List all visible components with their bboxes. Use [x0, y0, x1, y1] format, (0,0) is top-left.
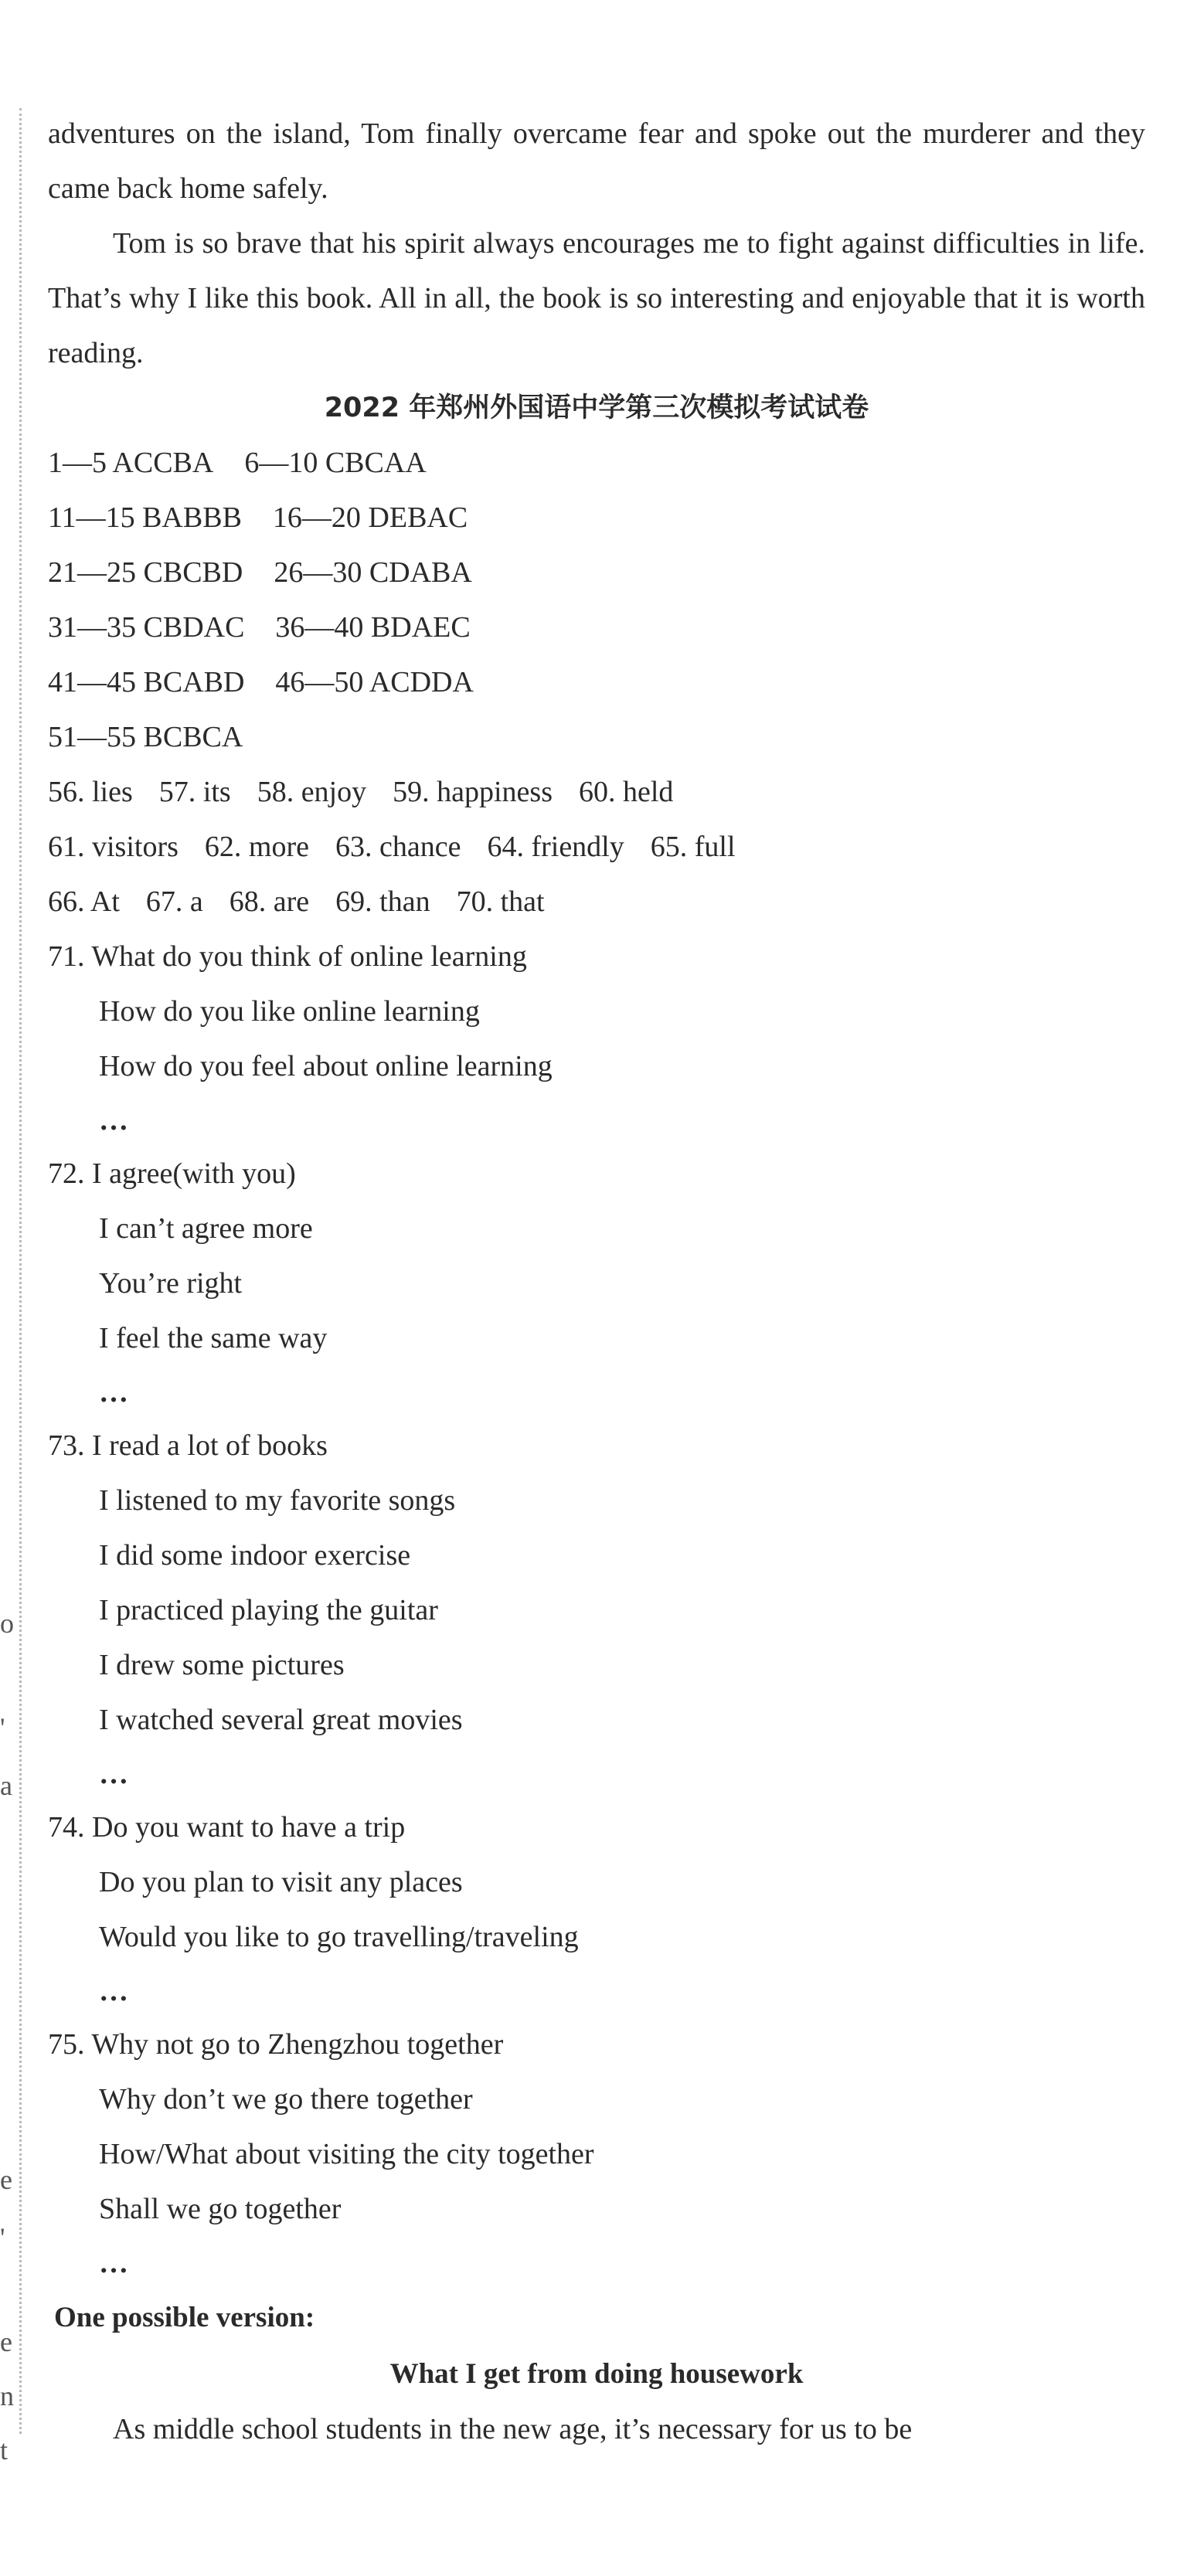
open-answer-item	[48, 1147, 1145, 1419]
answer-first: 74. Do you want to have a trip	[48, 1811, 406, 1844]
fill-answers	[48, 765, 1145, 929]
fill-row	[48, 765, 1145, 820]
answer-alternative: I listened to my favorite songs	[99, 1484, 456, 1517]
choice-row	[48, 545, 1145, 600]
fill-answer: 62. more	[204, 831, 309, 863]
choice-answer-group: 1—5 ACCBA	[48, 447, 214, 479]
fill-answer: 70. that	[456, 885, 545, 918]
fill-answer: 69. than	[335, 885, 430, 918]
choice-answer-group: 26—30 CDABA	[274, 556, 472, 589]
answer-alternative: I watched several great movies	[99, 1704, 463, 1736]
edge-fragment: a	[0, 1770, 12, 1801]
choice-answer-group: 6—10 CBCAA	[244, 447, 427, 479]
answer-first: 75. Why not go to Zhengzhou together	[48, 2028, 504, 2061]
edge-fragment: o	[0, 1608, 14, 1639]
section-title: 2022 年郑州外国语中学第三次模拟考试试卷	[324, 393, 869, 423]
edge-fragment: t	[0, 2435, 9, 2466]
answer-ellipsis: …	[99, 2247, 131, 2279]
fill-answer: 61. visitors	[48, 831, 179, 863]
choice-answer-group: 31—35 CBDAC	[48, 611, 245, 644]
edge-fragment: n	[0, 2381, 14, 2411]
answer-alternative: I drew some pictures	[99, 1649, 345, 1681]
choice-row	[48, 655, 1145, 710]
choice-answer-group: 36—40 BDAEC	[275, 611, 471, 644]
edge-fragment: '	[0, 2222, 5, 2253]
answer-alternative: How/What about visiting the city together	[99, 2138, 594, 2170]
binding-margin-rule	[19, 108, 22, 2434]
choice-answer-group: 21—25 CBCBD	[48, 556, 243, 589]
choice-row	[48, 436, 1145, 491]
answer-ellipsis: …	[99, 1376, 131, 1409]
choice-row	[48, 491, 1145, 545]
fill-answer: 60. held	[579, 776, 674, 808]
open-answer-item	[48, 929, 1145, 1147]
open-answers	[48, 929, 1145, 2289]
open-answer-item	[48, 1800, 1145, 2017]
fill-answer: 64. friendly	[487, 831, 624, 863]
answer-alternative: Why don’t we go there together	[99, 2083, 473, 2116]
fill-answer: 68. are	[229, 885, 310, 918]
fill-answer: 59. happiness	[393, 776, 553, 808]
answer-alternative: I did some indoor exercise	[99, 1539, 411, 1572]
fill-answer: 65. full	[650, 831, 736, 863]
fill-answer: 63. chance	[335, 831, 461, 863]
open-answer-item	[48, 1419, 1145, 1800]
fill-row	[48, 820, 1145, 875]
answer-alternative: Do you plan to visit any places	[99, 1866, 463, 1898]
choice-row	[48, 710, 1145, 765]
answer-content	[48, 107, 1145, 2457]
answer-alternative: Would you like to go travelling/traveling	[99, 1921, 579, 1953]
answer-alternative: I feel the same way	[99, 1322, 328, 1354]
fill-answer: 66. At	[48, 885, 120, 918]
choice-row	[48, 600, 1145, 655]
choice-answer-group: 16—20 DEBAC	[272, 501, 468, 534]
answer-alternative: I can’t agree more	[99, 1212, 313, 1245]
version-label: One possible version:	[54, 2302, 315, 2333]
fill-answer: 67. a	[145, 885, 203, 918]
answer-first: 72. I agree(with you)	[48, 1157, 296, 1190]
essay-title: What I get from doing housework	[389, 2358, 804, 2390]
answer-alternative: Shall we go together	[99, 2193, 342, 2225]
edge-fragment: e	[0, 2326, 12, 2357]
answer-first: 73. I read a lot of books	[48, 1429, 328, 1462]
answer-alternative: How do you feel about online learning	[99, 1050, 553, 1082]
answer-first: 71. What do you think of online learning	[48, 940, 527, 973]
answer-alternative: I practiced playing the guitar	[99, 1594, 438, 1626]
answer-ellipsis: …	[99, 1104, 131, 1137]
edge-fragment: e	[0, 2164, 12, 2195]
intro-paragraph-2: Tom is so brave that his spirit always encourages me to fight against difficulties in life. That’s why I like this book. All in all, the book is so interesting and enjoyable that it is worth reading.	[48, 227, 1145, 369]
fill-answer: 58. enjoy	[257, 776, 367, 808]
fill-answer: 57. its	[158, 776, 231, 808]
choice-answer-group: 41—45 BCABD	[48, 666, 245, 698]
answer-ellipsis: …	[99, 1975, 131, 2007]
open-answer-item	[48, 2017, 1145, 2289]
choice-answers	[48, 436, 1145, 765]
answer-alternative: How do you like online learning	[99, 995, 480, 1028]
essay-paragraph: As middle school students in the new age, it’s necessary for us to be	[113, 2413, 913, 2445]
choice-answer-group: 11—15 BABBB	[48, 501, 242, 534]
answer-alternative: You’re right	[99, 1267, 243, 1300]
fill-row	[48, 875, 1145, 929]
choice-answer-group: 51—55 BCBCA	[48, 721, 243, 753]
intro-paragraph-1: adventures on the island, Tom finally overcame fear and spoke out the murderer and they came back home safely.	[48, 117, 1145, 205]
answer-ellipsis: …	[99, 1758, 131, 1790]
fill-answer: 56. lies	[48, 776, 133, 808]
choice-answer-group: 46—50 ACDDA	[275, 666, 474, 698]
edge-fragment: '	[0, 1712, 5, 1743]
